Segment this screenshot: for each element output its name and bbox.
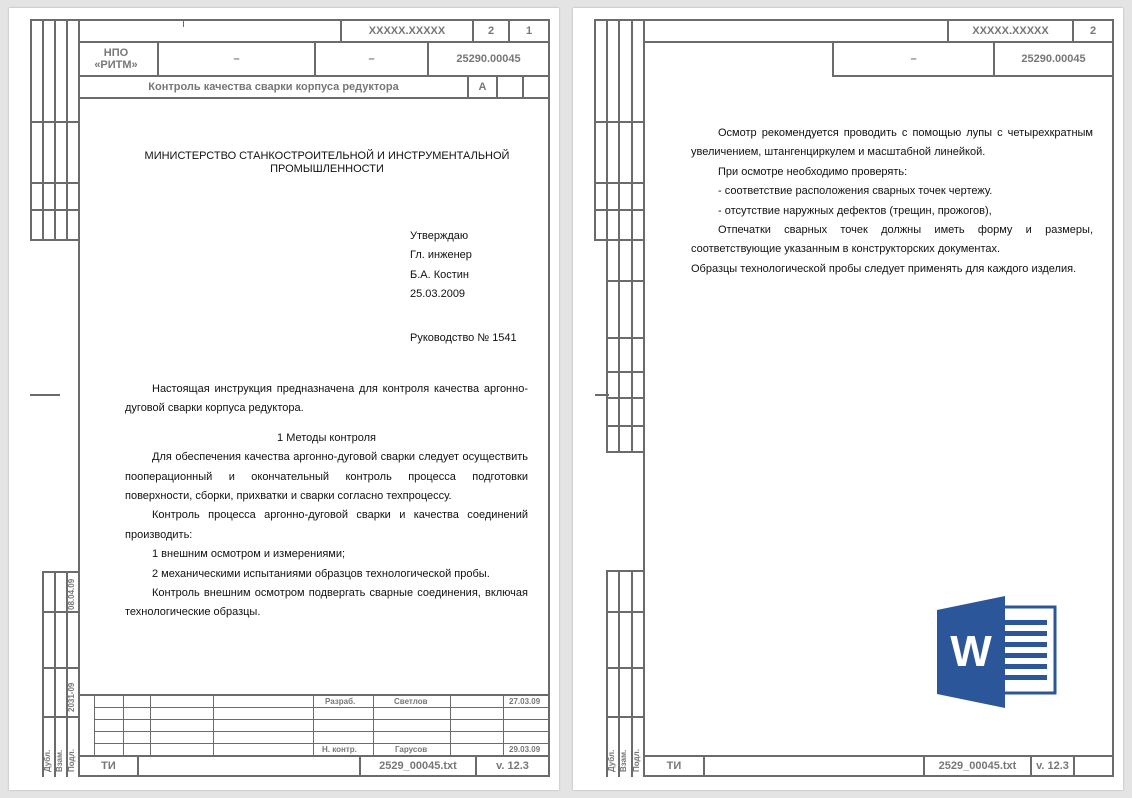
header-dash: – <box>910 53 917 65</box>
header-sheet: 2 <box>1089 25 1097 37</box>
approval-line: 25.03.2009 <box>410 288 466 301</box>
stamp-nkontr-name: Гарусов <box>395 745 428 754</box>
document-body-2 <box>691 124 1093 279</box>
guide-number: Руководство № 1541 <box>410 332 517 344</box>
stamp-nkontr-date: 29.03.09 <box>509 745 541 754</box>
side-date-2: 2031-09 <box>67 682 76 712</box>
stamp-file: 2529_00045.txt <box>379 760 457 772</box>
paragraph: Контроль внешним осмотром подвергать сварные соединения, включая технологические образцы. <box>125 587 528 619</box>
header-doc-title: Контроль качества сварки корпуса редуктора <box>148 81 399 93</box>
document-body-1 <box>125 380 528 623</box>
word-logo-letter: W <box>950 627 992 676</box>
document-page-1 <box>9 8 559 790</box>
header-code: XXXXX.XXXXX <box>368 25 446 37</box>
side-vzam-label: Взам. <box>619 749 628 772</box>
approval-line: Утверждаю <box>410 230 469 242</box>
list-item: 1 внешним осмотром и измерениями; <box>152 548 346 561</box>
stamp-razrab-date: 27.03.09 <box>509 697 541 706</box>
side-dubl-label: Дубл. <box>43 749 52 772</box>
paragraph: Контроль процесса аргонно-дуговой сварки и качества соединений производить: <box>125 509 528 541</box>
document-page-2 <box>573 8 1123 790</box>
stamp-version: v. 12.3 <box>1036 760 1069 772</box>
header-sheet: 2 <box>487 25 495 37</box>
header-letter: А <box>478 81 487 93</box>
side-podl-label: Подл. <box>632 749 641 772</box>
header-dash-1: – <box>233 53 240 65</box>
ministry-title: МИНИСТЕРСТВО СТАНКОСТРОИТЕЛЬНОЙ И ИНСТРУМЕНТАЛЬНОЙ ПРОМЫШЛЕННОСТИ <box>144 150 510 175</box>
paragraph: Отпечатки сварных точек должны иметь форму и размеры, соответствующие указанным в конструкторских документах. <box>691 224 1093 256</box>
list-item: - отсутствие наружных дефектов (трещин, прожогов), <box>718 204 992 217</box>
header-doc-number: 25290.00045 <box>1021 53 1086 65</box>
stamp-ti: ТИ <box>101 760 116 772</box>
stamp-version: v. 12.3 <box>496 760 529 772</box>
side-podl-label: Подл. <box>67 749 76 772</box>
intro-paragraph: Настоящая инструкция предназначена для контроля качества аргонно-дуговой сварки корпуса редуктора. <box>125 383 528 415</box>
approval-line: Гл. инженер <box>410 249 472 262</box>
side-vzam-label: Взам. <box>55 749 64 772</box>
side-date-1: 08.04.09 <box>67 578 76 610</box>
stamp-razrab-label: Разраб. <box>325 697 356 706</box>
paragraph: Для обеспечения качества аргонно-дуговой сварки следует осуществить пооперационный и окончательный контроль процесса подготовки поверхности, сборки, прихватки и сварки согласно техпроцессу. <box>125 451 528 503</box>
stamp-nkontr-label: Н. контр. <box>322 745 357 754</box>
approval-line: Б.А. Костин <box>410 268 470 281</box>
header-doc-number: 25290.00045 <box>456 53 521 65</box>
word-icon <box>937 596 1057 708</box>
paragraph: При осмотре необходимо проверять: <box>718 165 908 178</box>
list-item: 2 механическими испытаниями образцов технологической пробы. <box>152 567 490 580</box>
side-dubl-label: Дубл. <box>607 749 616 772</box>
header-dash-2: – <box>368 53 375 65</box>
paragraph: Осмотр рекомендуется проводить с помощью лупы с четырехкратным увеличением, штангенциркулем и масштабной линейкой. <box>691 127 1093 159</box>
header-code: XXXXX.XXXXX <box>972 25 1049 37</box>
header-sheets: 1 <box>525 25 533 37</box>
section-heading: 1 Методы контроля <box>277 431 376 444</box>
approval-block <box>410 227 540 305</box>
paragraph: Образцы технологической пробы следует применять для каждого изделия. <box>691 262 1077 275</box>
stamp-ti: ТИ <box>666 760 682 772</box>
stamp-file: 2529_00045.txt <box>938 760 1017 772</box>
header-org: НПО «РИТМ» <box>94 47 138 71</box>
stamp-razrab-name: Светлов <box>394 697 428 706</box>
list-item: - соответствие расположения сварных точек чертежу. <box>718 185 993 198</box>
